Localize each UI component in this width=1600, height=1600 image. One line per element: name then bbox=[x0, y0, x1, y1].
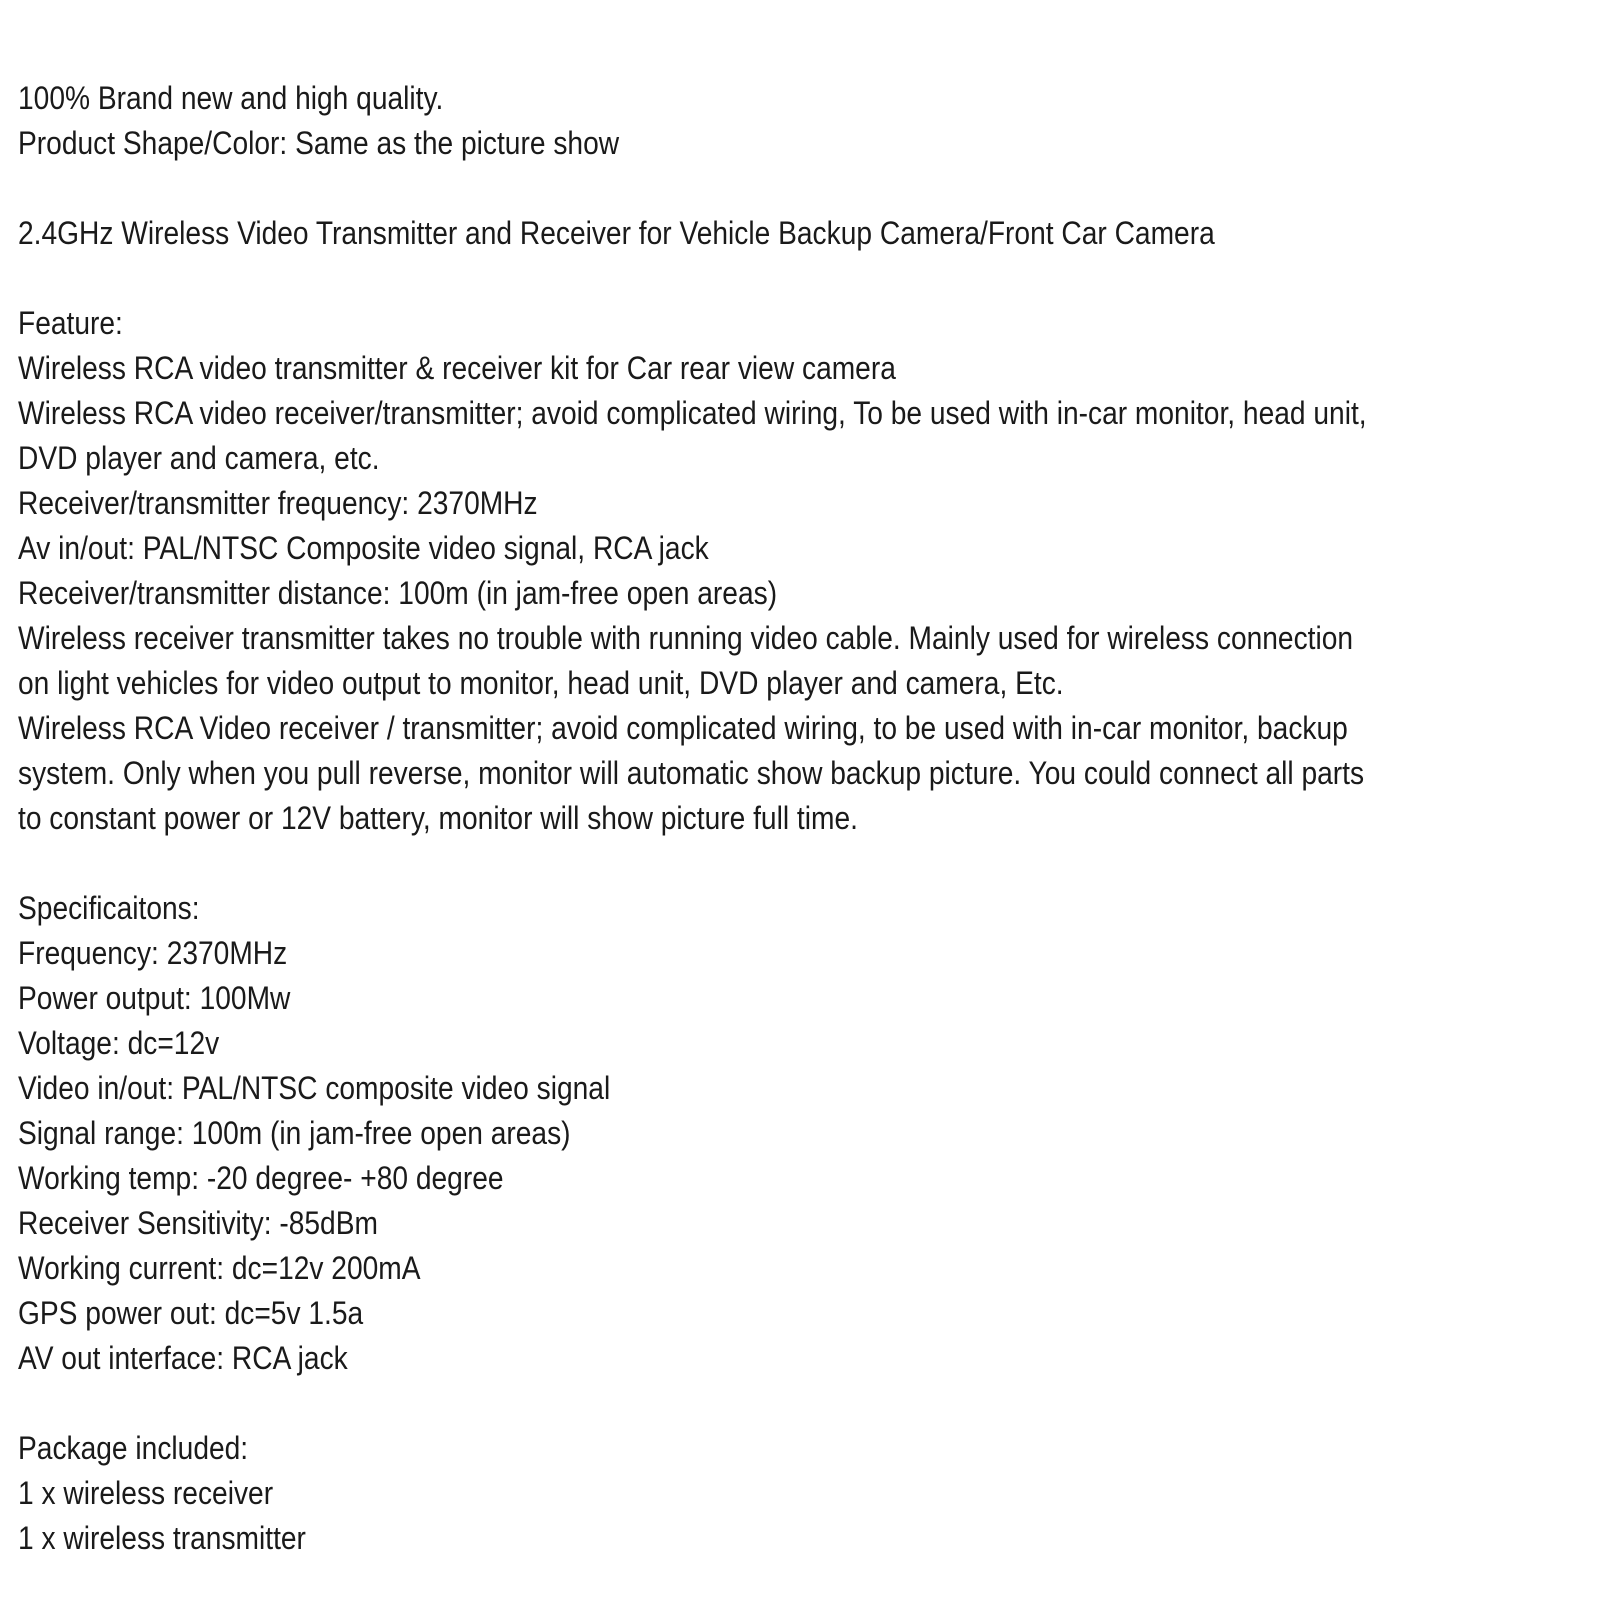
section-product-title bbox=[18, 211, 1588, 256]
text-line: Wireless receiver transmitter takes no trouble with running video cable. Mainly used for wireless connection bbox=[18, 620, 1354, 656]
section-intro bbox=[18, 76, 1588, 166]
text-line: Voltage: dc=12v bbox=[18, 1025, 220, 1061]
section-heading: Package included: bbox=[18, 1430, 249, 1466]
text-line: Wireless RCA video receiver/transmitter; avoid complicated wiring, To be used with in-car monitor, head unit, bbox=[18, 395, 1367, 431]
text-line: Wireless RCA video transmitter & receiver kit for Car rear view camera bbox=[18, 350, 896, 386]
text-line: Signal range: 100m (in jam-free open areas) bbox=[18, 1115, 571, 1151]
text-line: Working temp: -20 degree- +80 degree bbox=[18, 1160, 504, 1196]
section-specifications bbox=[18, 886, 1588, 1381]
section-heading: Feature: bbox=[18, 305, 123, 341]
text-line: 2.4GHz Wireless Video Transmitter and Receiver for Vehicle Backup Camera/Front Car Camera bbox=[18, 215, 1215, 251]
text-line: on light vehicles for video output to monitor, head unit, DVD player and camera, Etc. bbox=[18, 665, 1064, 701]
text-line: to constant power or 12V battery, monitor will show picture full time. bbox=[18, 800, 858, 836]
text-line: Product Shape/Color: Same as the picture show bbox=[18, 125, 620, 161]
text-line: Av in/out: PAL/NTSC Composite video signal, RCA jack bbox=[18, 530, 709, 566]
section-heading: Specificaitons: bbox=[18, 890, 200, 926]
text-line: DVD player and camera, etc. bbox=[18, 440, 380, 476]
section-features bbox=[18, 301, 1588, 841]
text-line: Frequency: 2370MHz bbox=[18, 935, 288, 971]
text-line: Working current: dc=12v 200mA bbox=[18, 1250, 421, 1286]
text-line: Power output: 100Mw bbox=[18, 980, 291, 1016]
text-line: GPS power out: dc=5v 1.5a bbox=[18, 1295, 364, 1331]
text-line: 1 x wireless transmitter bbox=[18, 1520, 306, 1556]
section-package-contents bbox=[18, 1426, 1588, 1561]
text-line: Wireless RCA Video receiver / transmitter; avoid complicated wiring, to be used with in-car monitor, backup bbox=[18, 710, 1348, 746]
text-line: system. Only when you pull reverse, monitor will automatic show backup picture. You could connect all parts bbox=[18, 755, 1365, 791]
text-line: Receiver/transmitter frequency: 2370MHz bbox=[18, 485, 538, 521]
text-line: Receiver/transmitter distance: 100m (in jam-free open areas) bbox=[18, 575, 778, 611]
product-description bbox=[18, 76, 1588, 1561]
text-line: AV out interface: RCA jack bbox=[18, 1340, 348, 1376]
text-line: Video in/out: PAL/NTSC composite video signal bbox=[18, 1070, 611, 1106]
text-line: 100% Brand new and high quality. bbox=[18, 80, 444, 116]
text-line: 1 x wireless receiver bbox=[18, 1475, 274, 1511]
text-line: Receiver Sensitivity: -85dBm bbox=[18, 1205, 378, 1241]
